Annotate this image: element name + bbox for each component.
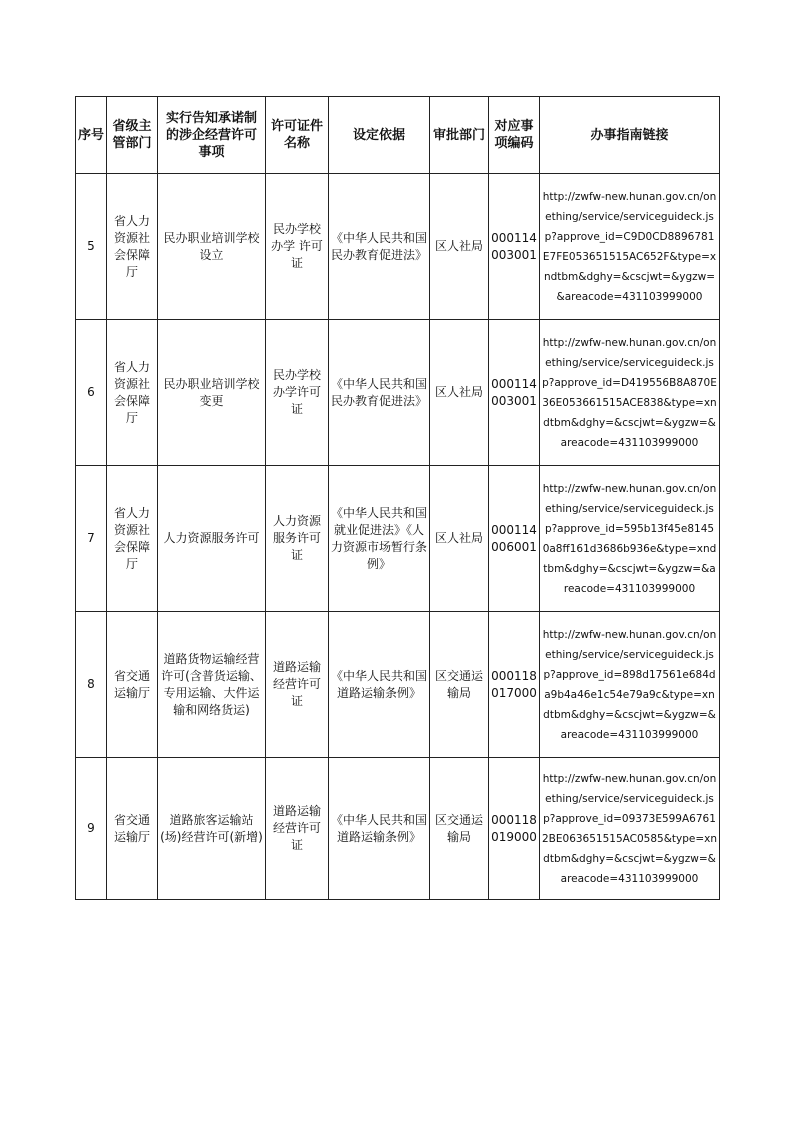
row-code: 000118017000	[489, 612, 540, 758]
header-approver: 审批部门	[430, 97, 489, 174]
header-link: 办事指南链接	[540, 97, 720, 174]
table-header-row	[76, 97, 720, 174]
row-license: 道路运输经营许可证	[266, 758, 329, 900]
row-code: 000118019000	[489, 758, 540, 900]
row-item: 人力资源服务许可	[158, 466, 266, 612]
row-guide-link[interactable]: http://zwfw-new.hunan.gov.cn/onething/service/serviceguideck.jsp?approve_id=898d17561e684da9b4a46e1c54e79a9c&type=xndtbm&dghy=&cscjwt=&ygzw=&areacode=431103999000	[540, 612, 720, 758]
row-basis: 《中华人民共和国民办教育促进法》	[329, 174, 430, 320]
row-item: 道路旅客运输站(场)经营许可(新增)	[158, 758, 266, 900]
row-code: 000114003001	[489, 320, 540, 466]
row-dept: 省交通运输厅	[107, 758, 158, 900]
header-license: 许可证件名称	[266, 97, 329, 174]
table-row	[76, 612, 720, 758]
row-no: 5	[76, 174, 107, 320]
header-code: 对应事项编码	[489, 97, 540, 174]
row-basis: 《中华人民共和国道路运输条例》	[329, 758, 430, 900]
row-license: 人力资源服务许可证	[266, 466, 329, 612]
row-basis: 《中华人民共和国民办教育促进法》	[329, 320, 430, 466]
row-approver: 区人社局	[430, 174, 489, 320]
row-approver: 区人社局	[430, 320, 489, 466]
table-row	[76, 466, 720, 612]
row-no: 6	[76, 320, 107, 466]
row-license: 民办学校办学 许可证	[266, 174, 329, 320]
row-basis: 《中华人民共和国道路运输条例》	[329, 612, 430, 758]
row-dept: 省人力资源社会保障厅	[107, 174, 158, 320]
row-license: 民办学校办学许可证	[266, 320, 329, 466]
row-guide-link[interactable]: http://zwfw-new.hunan.gov.cn/onething/service/serviceguideck.jsp?approve_id=D419556B8A870E36E053661515ACE838&type=xndtbm&dghy=&cscjwt=&ygzw=&areacode=431103999000	[540, 320, 720, 466]
licensing-table	[75, 96, 720, 900]
row-code: 000114003001	[489, 174, 540, 320]
row-item: 民办职业培训学校设立	[158, 174, 266, 320]
row-item: 道路货物运输经营许可(含普货运输、专用运输、大件运输和网络货运)	[158, 612, 266, 758]
header-no: 序号	[76, 97, 107, 174]
row-item: 民办职业培训学校变更	[158, 320, 266, 466]
row-guide-link[interactable]: http://zwfw-new.hunan.gov.cn/onething/service/serviceguideck.jsp?approve_id=09373E599A67612BE063651515AC0585&type=xndtbm&dghy=&cscjwt=&ygzw=&areacode=431103999000	[540, 758, 720, 900]
header-dept: 省级主管部门	[107, 97, 158, 174]
row-guide-link[interactable]: http://zwfw-new.hunan.gov.cn/onething/service/serviceguideck.jsp?approve_id=595b13f45e81450a8ff161d3686b936e&type=xndtbm&dghy=&cscjwt=&ygzw=&areacode=431103999000	[540, 466, 720, 612]
row-no: 9	[76, 758, 107, 900]
row-no: 7	[76, 466, 107, 612]
table-row	[76, 174, 720, 320]
row-license: 道路运输经营许可证	[266, 612, 329, 758]
header-item: 实行告知承诺制的涉企经营许可事项	[158, 97, 266, 174]
row-approver: 区交通运输局	[430, 758, 489, 900]
row-no: 8	[76, 612, 107, 758]
table-row	[76, 320, 720, 466]
row-guide-link[interactable]: http://zwfw-new.hunan.gov.cn/onething/service/serviceguideck.jsp?approve_id=C9D0CD8896781E7FE053651515AC652F&type=xndtbm&dghy=&cscjwt=&ygzw=&areacode=431103999000	[540, 174, 720, 320]
table-row	[76, 758, 720, 900]
row-approver: 区交通运输局	[430, 612, 489, 758]
row-dept: 省人力资源社会保障厅	[107, 466, 158, 612]
row-dept: 省交通运输厅	[107, 612, 158, 758]
row-basis: 《中华人民共和国就业促进法》《人力资源市场暂行条例》	[329, 466, 430, 612]
row-dept: 省人力资源社会保障厅	[107, 320, 158, 466]
header-basis: 设定依据	[329, 97, 430, 174]
row-approver: 区人社局	[430, 466, 489, 612]
row-code: 000114006001	[489, 466, 540, 612]
